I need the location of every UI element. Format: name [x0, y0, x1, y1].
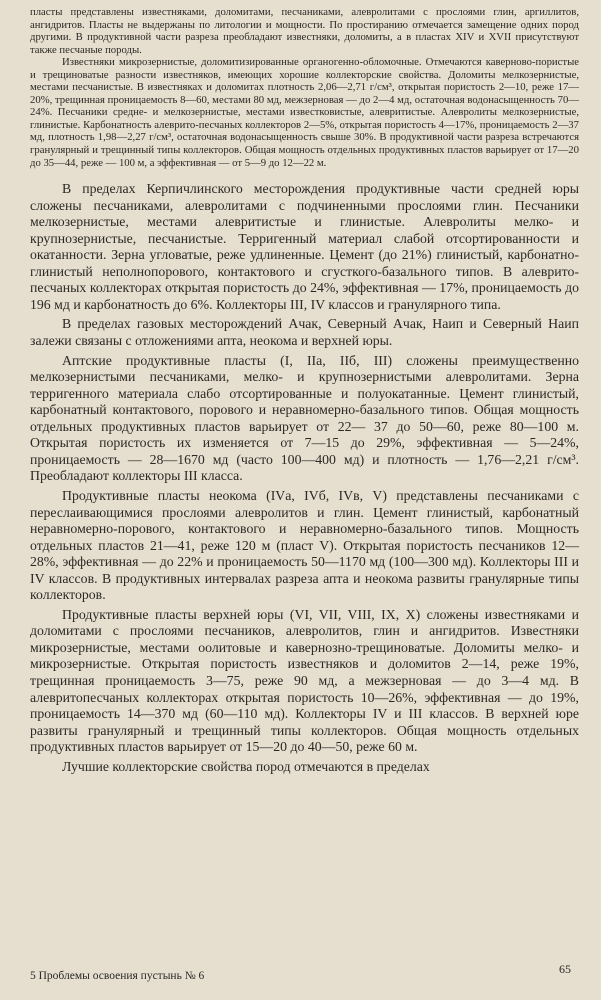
page-footer	[30, 962, 571, 984]
main-text-block	[30, 181, 579, 775]
paragraph: Аптские продуктивные пласты (I, IIа, IIб, III) сложены преимущественно мелкозернистыми песчаниками, мелко- и крупнозернистыми алевролитами. Зерна терригенного материала слабо отсортированные и полуокатанные. Цемент глинистый, карбонатный контактового, порового и неравномерно-базального типов. Общая мощность отдельных продуктивных пластов варьирует от 22— 37 до 50—60, реже 80—100 м. Открытая пористость их изменяется от 7—15 до 29%, эффективная — 5—24%, проницаемость — 28—1670 мд (часто 100—400 мд) и плотность — 1,76—2,21 г/см³. Преобладают коллекторы III класса.	[30, 352, 579, 484]
paragraph: В пределах газовых месторождений Ачак, Северный Ачак, Наип и Северный Наип залежи связаны с отложениями апта, неокома и верхней юры.	[30, 316, 579, 349]
paragraph: Известняки микрозернистые, доломитизированные органогенно-обломочные. Отмечаются каверново-пористые и трещиноватые разности известняков, имеющих хорошие коллекторские свойства. Доломиты мелкозернистые, местами песчанистые. В известняках и доломитах плотность 2,06—2,71 г/см³, открытая пористость 2—10, реже 17—20%, трещинная проницаемость 8—60, местами 80 мд, межзерновая — до 2—4 мд, остаточная водонасыщенность 70—24%. Песчаники средне- и мелкозернистые, местами известковистые, алевритистые. Алевролиты мелкозернистые, глинистые. Карбонатность алеврито-песчаных коллекторов 2—5%, открытая пористость 4—17%, проницаемость 2—37 мд, плотность 1,98—2,27 г/см³, остаточная водонасыщенность свыше 30%. В продуктивной части разреза встречаются гранулярный и трещинный типы коллекторов. Общая мощность отдельных продуктивных пластов варьирует от 17—20 до 35—44, реже — 100 м, а эффективная — от 5—9 до 12—22 м.	[30, 56, 579, 169]
paragraph: Продуктивные пласты верхней юры (VI, VII, VIII, IX, X) сложены известняками и доломитами с прослоями песчаников, алевролитов, глин и ангидритов. Известняки микрозернистые, местами оолитовые и кавернозно-трещиноватые. Доломиты мелко- и микрозернистые. Открытая пористость известняков и доломитов 2—14, реже 19%, трещинная проницаемость 3—75, реже 90 мд, а межзерновая — до 3—4 мд. В алевритопесчаных коллекторах открытая пористость 10—26%, эффективная — до 19%, проницаемость 14—370 мд (60—110 мд). Коллекторы IV и III классов. В верхней юре развиты гранулярный и трещинный типы коллекторов. Общая мощность отдельных продуктивных пластов варьирует от 15—20 до 40—50, реже 60 м.	[30, 606, 579, 755]
paragraph: Продуктивные пласты неокома (IVа, IVб, IVв, V) представлены песчаниками с переслаивающимися прослоями алевролитов и глин. Цемент глинистый, карбонатный неравномерно-порового, контактового и неравномерно-базального типов. Мощность отдельных пластов 21—41, реже 120 м (пласт V). Открытая пористость песчаников 12—28%, эффективная — до 22% и проницаемость 50—1170 мд (100—300 мд). Коллекторы III и IV классов. В продуктивных интервалах разреза апта и неокома развиты гранулярные типы коллекторов.	[30, 487, 579, 603]
paragraph: Лучшие коллекторские свойства пород отмечаются в пределах	[62, 758, 430, 774]
paragraph: В пределах Керпичлинского месторождения продуктивные части средней юры сложены песчаниками, алевролитами с подчиненными прослоями глин. Песчаники мелкозернистые, местами алевритистые и глинистые. Алевролиты мелко- и крупнозернистые, песчанистые. Терригенный материал слабой отсортированности и окатанности. Зерна угловатые, реже удлиненные. Цемент (до 21%) глинистый, карбонатно-глинистый неполнопорового, контактового и сгусткого-базального типов. В алеврито-песчаных коллекторах открытая пористость до 24%, эффективная — 17%, проницаемость до 196 мд и карбонатность до 6%. Коллекторы III, IV классов и гранулярного типа.	[30, 181, 579, 312]
section-gap	[30, 169, 579, 181]
signature-mark: 5 Проблемы освоения пустынь № 6	[30, 970, 205, 982]
paragraph: пласты представлены известняками, доломитами, песчаниками, алевролитами с прослоями глин, аргиллитов, ангидритов. Пласты не выдержаны по литологии и мощности. По простиранию отмечается замещение одних пород другими. В продуктивной части разреза преобладают известняки, доломиты, а в пластах XIV и XVII присутствуют также песчаные породы.	[30, 6, 579, 56]
page-number: 65	[559, 962, 571, 976]
small-print-block	[30, 6, 579, 169]
